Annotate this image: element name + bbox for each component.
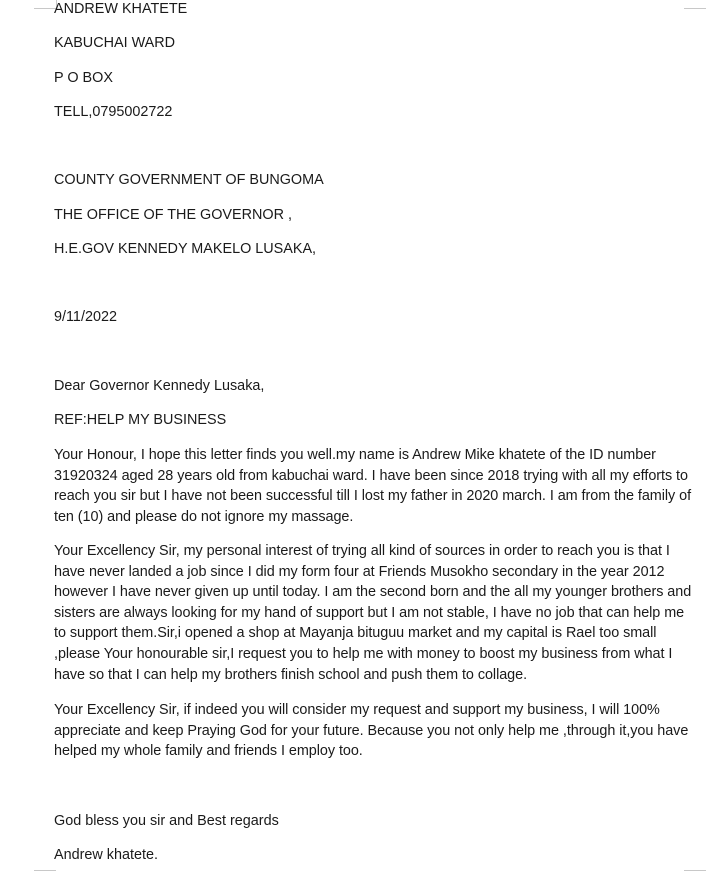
closing-line: God bless you sir and Best regards bbox=[54, 813, 279, 829]
signature: Andrew khatete. bbox=[54, 847, 158, 863]
page-corner-bottom-left bbox=[34, 870, 56, 879]
sender-box: P O BOX bbox=[54, 70, 113, 86]
sender-name: ANDREW KHATETE bbox=[54, 1, 188, 17]
page-corner-top-right bbox=[684, 0, 706, 9]
page-corner-top-left bbox=[34, 0, 56, 9]
recipient-org: COUNTY GOVERNMENT OF BUNGOMA bbox=[54, 172, 324, 188]
body-paragraph-3: Your Excellency Sir, if indeed you will consider my request and support my business, I will 100% appreciate and keep Praying God for your future. Because you not only help me ,through it,you have helped my whole family and friends I employ too. bbox=[54, 702, 689, 760]
recipient-office: THE OFFICE OF THE GOVERNOR , bbox=[54, 207, 292, 223]
reference-line: REF:HELP MY BUSINESS bbox=[54, 412, 227, 428]
salutation: Dear Governor Kennedy Lusaka, bbox=[54, 378, 265, 394]
body-paragraph-2: Your Excellency Sir, my personal interest of trying all kind of sources in order to reach you is that I have never landed a job since I did my form four at Friends Musokho secondary in the year 2012 however I have never given up until today. I am the second born and the all my younger brothers and sisters are always looking for my hand of support but I am not stable, I have no job that can help me to support them.Sir,i opened a shop at Mayanja bituguu market and my capital is Rael too small ,please Your honourable sir,I request you to help me with money to boost my business from what I have so that I can help my brothers finish school and push them to collage. bbox=[54, 543, 692, 683]
sender-phone: TELL,0795002722 bbox=[54, 104, 173, 120]
sender-ward: KABUCHAI WARD bbox=[54, 35, 175, 51]
body-paragraph-1: Your Honour, I hope this letter finds you well.my name is Andrew Mike khatete of the ID number 31920324 aged 28 years old from kabuchai ward. I have been since 2018 trying with all my efforts to reach you sir but I have not been successful till I lost my father in 2020 march. I am from the family of ten (10) and please do not ignore my massage. bbox=[54, 447, 692, 525]
page-corner-bottom-right bbox=[684, 870, 706, 879]
recipient-name: H.E.GOV KENNEDY MAKELO LUSAKA, bbox=[54, 241, 317, 257]
letter-date: 9/11/2022 bbox=[54, 309, 117, 325]
